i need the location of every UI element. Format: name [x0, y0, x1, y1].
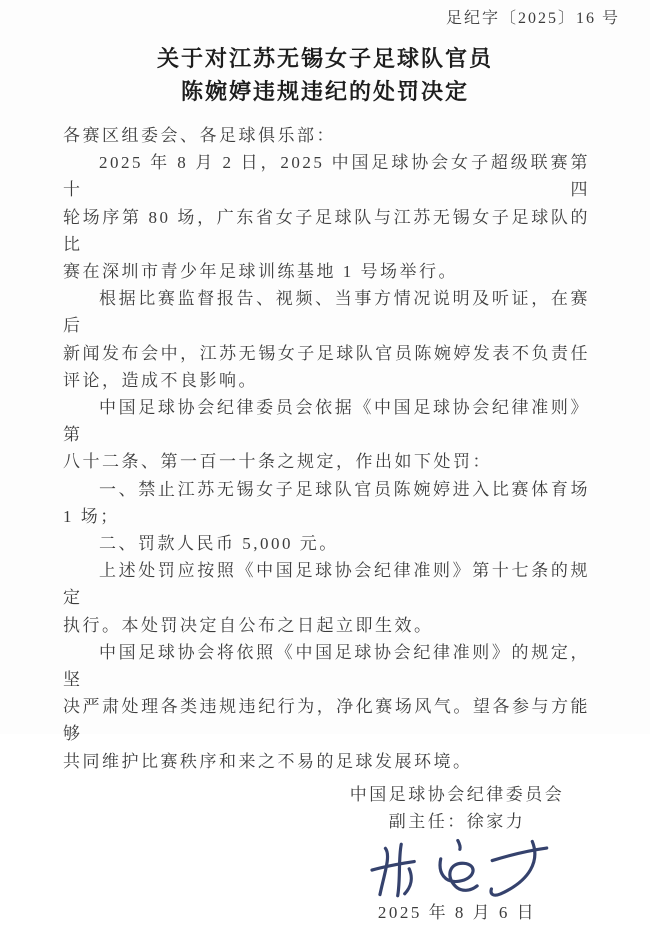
doc-body	[63, 122, 590, 775]
doc-body-line: 中国足球协会将依照《中国足球协会纪律准则》的规定，坚	[63, 642, 590, 690]
doc-body-line: 各赛区组委会、各足球俱乐部：	[63, 126, 336, 145]
issue-date: 2025 年 8 月 6 日	[377, 902, 537, 922]
doc-title-line1: 关于对江苏无锡女子足球队官员	[156, 46, 493, 71]
handwritten-signature	[356, 833, 558, 902]
doc-reference-number: 足纪字〔2025〕16 号	[445, 10, 620, 27]
doc-body-line: 评论，造成不良影响。	[63, 370, 258, 390]
issuer-name: 中国足球协会纪律委员会	[349, 784, 565, 804]
signature-block	[332, 781, 582, 926]
doc-title-line2: 陈婉婷违规违纪的处罚决定	[180, 79, 469, 104]
doc-body-line: 共同维护比赛秩序和来之不易的足球发展环境。	[63, 751, 473, 771]
doc-body-line: 决严肃处理各类违规违纪行为，净化赛场风气。望各参与方能够	[63, 697, 590, 744]
doc-body-line: 赛在深圳市青少年足球训练基地 1 号场举行。	[63, 262, 458, 282]
doc-body-line: 2025 年 8 月 2 日，2025 中国足球协会女子超级联赛第十四	[63, 153, 590, 200]
doc-body-line: 1 场；	[63, 506, 120, 526]
doc-body-line: 执行。本处罚决定自公布之日起立即生效。	[63, 615, 434, 635]
doc-body-line: 根据比赛监督报告、视频、当事方情况说明及听证，在赛后	[63, 289, 590, 336]
doc-body-line: 上述处罚应按照《中国足球协会纪律准则》第十七条的规定	[63, 561, 590, 608]
doc-title	[0, 42, 650, 108]
doc-body-line: 新闻发布会中，江苏无锡女子足球队官员陈婉婷发表不负责任	[63, 343, 590, 363]
doc-body-line: 一、禁止江苏无锡女子足球队官员陈婉婷进入比赛体育场	[99, 479, 590, 499]
doc-body-line: 中国足球协会纪律委员会依据《中国足球协会纪律准则》第	[63, 398, 590, 445]
doc-body-line: 八十二条、第一百一十条之规定，作出如下处罚：	[63, 452, 492, 472]
doc-body-line: 轮场序第 80 场，广东省女子足球队与江苏无锡女子足球队的比	[63, 207, 590, 254]
doc-body-line: 二、罚款人民币 5,000 元。	[99, 534, 339, 554]
signer-title: 副主任：徐家力	[388, 811, 526, 831]
